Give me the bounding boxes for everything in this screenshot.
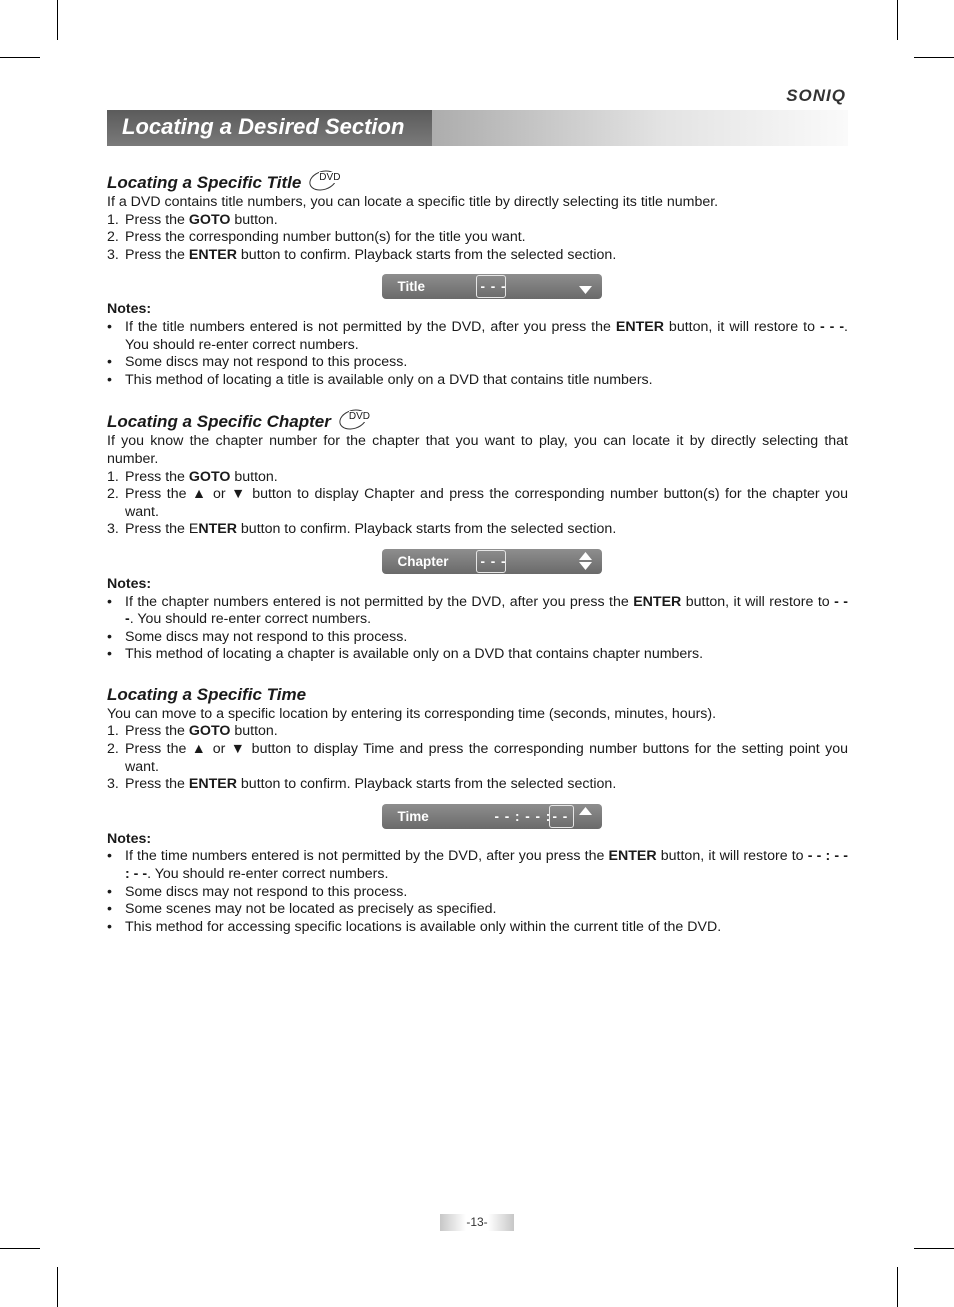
crop-mark: [897, 0, 898, 40]
manual-content: [107, 170, 848, 936]
note-item: • This method of locating a chapter is available only on a DVD that contains chapter numbers.: [107, 646, 704, 663]
note-item: • This method for accessing specific locations is available only within the current title of the DVD.: [107, 918, 722, 935]
brand-logo: SONIQ: [786, 86, 846, 105]
triangle-down-icon: [579, 286, 592, 294]
osd-label: Title: [397, 279, 426, 295]
crop-mark: [914, 1248, 954, 1249]
osd-value: - - -: [480, 279, 507, 295]
triangle-down-icon: [579, 562, 592, 570]
crop-mark: [0, 1248, 40, 1249]
note-item: • If the title numbers entered is not permitted by the DVD, after you press the ENTER button, it will restore to - - -. You should re-enter correct numbers.: [107, 318, 848, 353]
step-item: 1. Press the GOTO button.: [107, 211, 278, 228]
osd-value: - - -: [480, 553, 507, 569]
title-banner: [107, 110, 848, 146]
crop-mark: [57, 1267, 58, 1307]
note-item: • If the chapter numbers entered is not permitted by the DVD, after you press the ENTER button, it will restore to - - -. You should re-enter correct numbers.: [107, 593, 848, 628]
section-intro: You can move to a specific location by entering its corresponding time (seconds, minutes, hours).: [107, 705, 717, 722]
step-item: 2. Press the corresponding number button(s) for the title you want.: [107, 229, 526, 246]
osd-chapter-bar: [382, 549, 602, 574]
section-intro: If you know the chapter number for the chapter that you want to play, you can locate it by directly selecting that number.: [107, 433, 848, 467]
crop-mark: [0, 57, 40, 58]
section-heading: Locating a Specific Time: [107, 684, 307, 704]
section-time: [107, 684, 848, 937]
notes-heading: Notes:: [107, 830, 152, 847]
section-heading: Locating a Specific Chapter DVD: [107, 409, 848, 433]
page-number: -13-: [440, 1214, 514, 1231]
page-title: Locating a Desired Section: [107, 110, 432, 146]
osd-title-bar: [382, 274, 602, 299]
step-item: 3. Press the ENTER button to confirm. Playback starts from the selected section.: [107, 776, 617, 793]
dvd-icon: DVD: [337, 409, 371, 429]
step-item: 3. Press the ENTER button to confirm. Playback starts from the selected section.: [107, 246, 617, 263]
crop-mark: [914, 57, 954, 58]
note-item: • Some discs may not respond to this process.: [107, 883, 408, 900]
osd-label: Chapter: [397, 553, 449, 569]
step-item: 1. Press the GOTO button.: [107, 723, 278, 740]
osd-value-seconds: - -: [552, 808, 569, 824]
step-item: 2. Press the ▲ or ▼ button to display Time and press the corresponding number buttons for the setting point you want.: [107, 741, 848, 775]
osd-time-bar: [382, 804, 602, 829]
section-heading: Locating a Specific Title DVD: [107, 170, 848, 194]
section-intro: If a DVD contains title numbers, you can locate a specific title by directly selecting its title number.: [107, 194, 719, 210]
step-item: 3. Press the ENTER button to confirm. Playback starts from the selected section.: [107, 521, 617, 538]
note-item: • Some scenes may not be located as precisely as specified.: [107, 901, 497, 918]
triangle-up-icon: [579, 807, 592, 815]
section-chapter: [107, 409, 848, 664]
notes-heading: Notes:: [107, 575, 152, 592]
note-item: • If the time numbers entered is not permitted by the DVD, after you press the ENTER button, it will restore to - - : - - : - -. You should re-enter correct numbers.: [107, 848, 849, 883]
section-title: [107, 170, 848, 389]
step-item: 1. Press the GOTO button.: [107, 468, 278, 485]
note-item: • This method of locating a title is available only on a DVD that contains title numbers.: [107, 371, 653, 388]
osd-label: Time: [397, 808, 429, 824]
note-item: • Some discs may not respond to this process.: [107, 628, 408, 645]
crop-mark: [57, 0, 58, 40]
notes-heading: Notes:: [107, 301, 152, 318]
osd-value: - - : - - :: [494, 808, 552, 824]
dvd-icon: DVD: [307, 170, 341, 190]
step-item: 2. Press the ▲ or ▼ button to display Chapter and press the corresponding number button(s) for the chapter you want.: [107, 486, 848, 520]
triangle-up-icon: [579, 552, 592, 560]
crop-mark: [897, 1267, 898, 1307]
note-item: • Some discs may not respond to this process.: [107, 354, 408, 371]
